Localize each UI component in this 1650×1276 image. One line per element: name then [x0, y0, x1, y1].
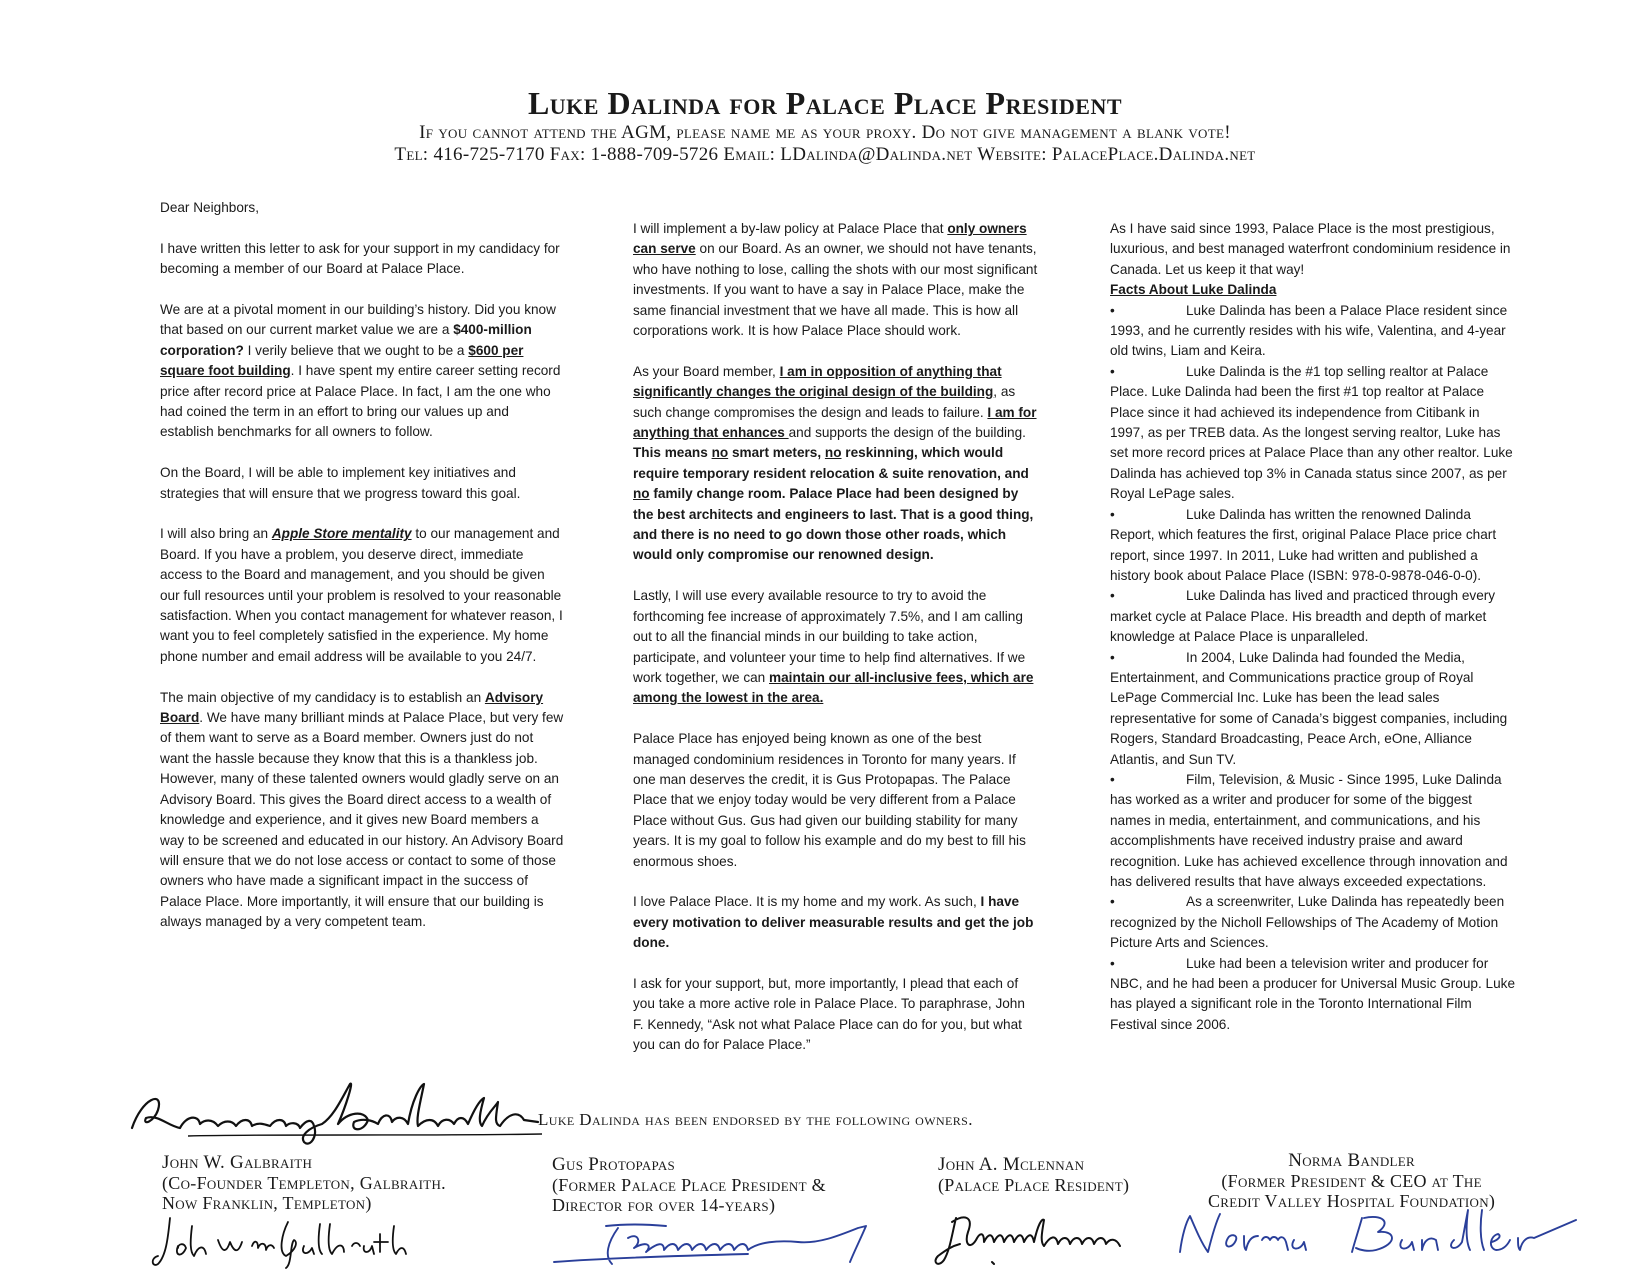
- endorser-galbraith: [162, 1153, 446, 1213]
- bullet: •: [1110, 649, 1115, 665]
- proxy-request: If you cannot attend the AGM, please name me as your proxy. Do not give management a blank vote!: [419, 122, 1231, 143]
- bullet: •: [1110, 894, 1115, 910]
- emphasis-no: no: [824, 445, 842, 461]
- fact-item: [1110, 648, 1515, 770]
- bullet: •: [1110, 771, 1115, 787]
- paragraph-board-goal: On the Board, I will be able to implement key initiatives and strategies that will ensure that we progress toward this goal.: [160, 465, 521, 501]
- emphasis-only-owners: only owners can serve: [633, 221, 1027, 257]
- fact-text: In 2004, Luke Dalinda had founded the Media, Entertainment, and Communications practice group of Royal LePage Commercial Inc. Luke has been the lead sales representative for some of Canada’s biggest companies, including Rogers, Standard Broadcasting, Peace Arch, eOne, Alliance Atlantis, and Sun TV.: [1110, 649, 1508, 767]
- fact-text: As a screenwriter, Luke Dalinda has repeatedly been recognized by the Nicholl Fellowships of The Academy of Motion Picture Arts and Sciences.: [1110, 894, 1505, 951]
- fact-item: [1110, 892, 1515, 953]
- paragraph-gus: Palace Place has enjoyed being known as one of the best managed condominium residences in Toronto for many years. If one man deserves the credit, it is Gus Protopapas. The Palace Place that we enjoy today would be very different from a Palace Place without Gus. Gus had given our building stability for many years. It is my goal to follow his example and do my best to fill his enormous shoes.: [633, 731, 1026, 869]
- letter-column-3: [1110, 219, 1515, 1035]
- bullet: •: [1110, 302, 1115, 318]
- fact-item: [1110, 770, 1515, 892]
- paragraph-love-palace: [633, 892, 1038, 953]
- emphasis-no: no: [711, 445, 729, 461]
- facts-heading: Facts About Luke Dalinda: [1110, 282, 1277, 298]
- bullet: •: [1110, 363, 1115, 379]
- salutation: Dear Neighbors,: [160, 200, 259, 215]
- endorser-title: Now Franklin, Templeton): [162, 1193, 372, 1213]
- contact-line: Tel: 416-725-7170 Fax: 1-888-709-5726 Email: LDalinda@Dalinda.net Website: PalacePlace.Dalinda.net: [394, 144, 1256, 165]
- bandler-signature: [1166, 1196, 1586, 1266]
- fact-text: Luke Dalinda has written the renowned Dalinda Report, which features the first, original Palace Place price chart report, since 1997. In 2011, Luke had written and published a history book about Palace Place (ISBN: 978-0-9878-046-0-0).: [1110, 506, 1497, 583]
- fact-text: Luke Dalinda has been a Palace Place resident since 1993, and he currently resides with his wife, Valentina, and 4-year old twins, Liam and Keira.: [1110, 302, 1508, 359]
- emphasis-fees: maintain our all-inclusive fees, which are among the lowest in the area.: [633, 669, 1034, 706]
- text-run-bold: family change room. Palace Place had been designed by the best architects and engineers to last. That is a good thing, and there is no need to go down those other roads, which would only compromise our renowned design.: [633, 486, 1034, 563]
- letter-column-1: [160, 198, 565, 953]
- text-run: We are at a pivotal moment in our building’s history. Did you know that based on our current market value we are a: [160, 302, 556, 338]
- fact-item: [1110, 505, 1515, 587]
- endorser-title: (Former President & CEO at The: [1221, 1171, 1482, 1191]
- text-run: I will implement a by-law policy at Palace Place that: [633, 221, 948, 236]
- endorser-name: Norma Bandler: [1288, 1150, 1415, 1171]
- paragraph-design: [633, 362, 1038, 566]
- text-run: . We have many brilliant minds at Palace Place, but very few of them want to serve as a Board member. Owners just do not want the hassle because they know that this is a thankless job. However, many of these talented owners would gladly serve on an Advisory Board. This gives the Board direct access to a wealth of knowledge and experience, and it gives new Board members a way to be screened and educated in our history. An Advisory Board will ensure that we do not lose access or contact to some of those owners who have made a significant impact in the success of Palace Place. More importantly, it will ensure that our building is always managed by a very competent team.: [160, 710, 564, 930]
- text-run: I verily believe that we ought to be a: [243, 342, 469, 358]
- emphasis-motivation: I have every motivation to deliver measurable results and get the job done.: [633, 894, 1034, 951]
- text-run-bold: reskinning, which would require temporary resident relocation & suite renovation, and: [633, 445, 1029, 481]
- emphasis-corporation: $400-million corporation?: [160, 322, 532, 358]
- text-run: . I have spent my entire career setting record price after record price at Palace Place. In fact, I am the one who had coined the term in an effort to bring our values up and establish benchmarks for all owners to follow.: [160, 363, 561, 440]
- fact-text: Film, Television, & Music - Since 1995, Luke Dalinda has worked as a writer and producer for some of the biggest names in media, entertainment, and communications, and his accomplishments have received industry praise and award recognition. Luke has achieved excellence through innovation and has delivered results that have always exceeded expectations.: [1110, 771, 1508, 889]
- fact-text: Luke had been a television writer and producer for NBC, and he had been a producer for Universal Music Group. Luke has played a significant role in the Toronto International Film Festival since 2006.: [1110, 955, 1516, 1032]
- endorser-name: John A. Mclennan: [938, 1154, 1085, 1175]
- endorser-name: John W. Galbraith: [162, 1152, 313, 1173]
- galbraith-signature: [148, 1212, 408, 1272]
- fact-text: Luke Dalinda is the #1 top selling realtor at Palace Place. Luke Dalinda had been the first #1 top realtor at Palace Place since it had achieved its independence from Citibank in 1997, as per TREB data. As the longest serving realtor, Luke has set more record prices at Palace Place than any other realtor. Luke Dalinda has achieved top 3% in Canada status since 2007, as per Royal LePage sales.: [1110, 363, 1513, 502]
- letter-column-2: [633, 219, 1038, 1076]
- endorser-mclennan: [938, 1155, 1129, 1195]
- fact-item: [1110, 362, 1515, 505]
- text-run: I will also bring an: [160, 526, 272, 542]
- fact-item: [1110, 954, 1515, 1036]
- endorser-title: (Co-Founder Templeton, Galbraith.: [162, 1173, 446, 1193]
- mclennan-signature: [930, 1210, 1140, 1276]
- endorser-title: Credit Valley Hospital Foundation): [1208, 1191, 1496, 1211]
- endorser-title: (Palace Place Resident): [938, 1175, 1130, 1195]
- emphasis-opposition: I am in opposition of anything that significantly changes the original design of the building: [633, 363, 1002, 400]
- paragraph-bylaw: [633, 219, 1038, 341]
- text-run: , as such change compromises the design and leads to failure.: [633, 384, 1016, 420]
- paragraph-advisory-board: [160, 688, 565, 933]
- text-run-bold: smart meters,: [728, 445, 825, 461]
- endorser-title: (Former Palace Place President &: [552, 1175, 826, 1195]
- page-title: Luke Dalinda for Palace Place President: [527, 85, 1123, 121]
- text-run: to our management and Board. If you have a problem, you deserve direct, immediate access to the Board and management, and you should be given our full resources until your problem is resolved to your reasonable satisfaction. When you contact management for whatever reason, I want you to feel completely satisfied in the experience. My home phone number and email address will be available to you 24/7.: [160, 526, 563, 664]
- emphasis-advisory-board: Advisory Board: [160, 689, 544, 726]
- fact-item: [1110, 301, 1515, 362]
- paragraph-fees: [633, 586, 1038, 708]
- text-run: I love Palace Place. It is my home and my work. As such,: [633, 894, 981, 910]
- bullet: •: [1110, 955, 1115, 971]
- text-run-bold: This means: [633, 445, 712, 461]
- paragraph-apple-store: [160, 524, 565, 667]
- bullet: •: [1110, 588, 1115, 604]
- text-run: on our Board. As an owner, we should not have tenants, who have nothing to lose, calling the shots with our most significant investments. If you want to have a say in Palace Place, make the same financial investment that we have all made. This is how all corporations work. It is how Palace Place should work.: [633, 241, 1038, 339]
- emphasis-per-square-foot: $600 per square foot building: [160, 342, 524, 379]
- endorser-protopapas: [552, 1155, 826, 1215]
- endorser-title: Director for over 14-years): [552, 1195, 776, 1215]
- paragraph-intro: I have written this letter to ask for your support in my candidacy for becoming a member of our Board at Palace Place.: [160, 240, 560, 277]
- rosemary-galbraith-signature: [128, 1076, 548, 1148]
- emphasis-enhances: I am for anything that enhances: [633, 404, 1037, 441]
- emphasis-apple-store: Apple Store mentality: [271, 526, 412, 542]
- paragraph-market-value: [160, 300, 565, 443]
- emphasis-no: no: [633, 486, 650, 502]
- bullet: •: [1110, 506, 1115, 522]
- protopapas-signature: [548, 1212, 898, 1274]
- text-run: The main objective of my candidacy is to establish an: [160, 689, 485, 705]
- fact-item: [1110, 586, 1515, 647]
- text-run: As your Board member,: [633, 363, 780, 379]
- paragraph-support: I ask for your support, but, more importantly, I plead that each of you take a more active role in Palace Place. To paraphrase, John F. Kennedy, “Ask not what Palace Place can do for you, but what you can do for Palace Place.”: [633, 975, 1025, 1053]
- text-run: and supports the design of the building.: [788, 425, 1026, 441]
- text-run: Lastly, I will use every available resource to try to avoid the forthcoming fee increase of approximately 7.5%, and I am calling out to all the financial minds in our building to take action, participate, and volunteer your time to help find alternatives. If we work together, we can: [633, 588, 1026, 685]
- fact-text: Luke Dalinda has lived and practiced through every market cycle at Palace Place. His breadth and depth of market knowledge at Palace Place is unparalleled.: [1110, 588, 1496, 645]
- paragraph-since-1993: As I have said since 1993, Palace Place is the most prestigious, luxurious, and best managed waterfront condominium residence in Canada. Let us keep it that way!: [1110, 221, 1511, 277]
- letter-header: [0, 84, 1650, 166]
- endorsement-statement: Luke Dalinda has been endorsed by the following owners.: [538, 1110, 973, 1129]
- endorser-name: Gus Protopapas: [552, 1154, 676, 1175]
